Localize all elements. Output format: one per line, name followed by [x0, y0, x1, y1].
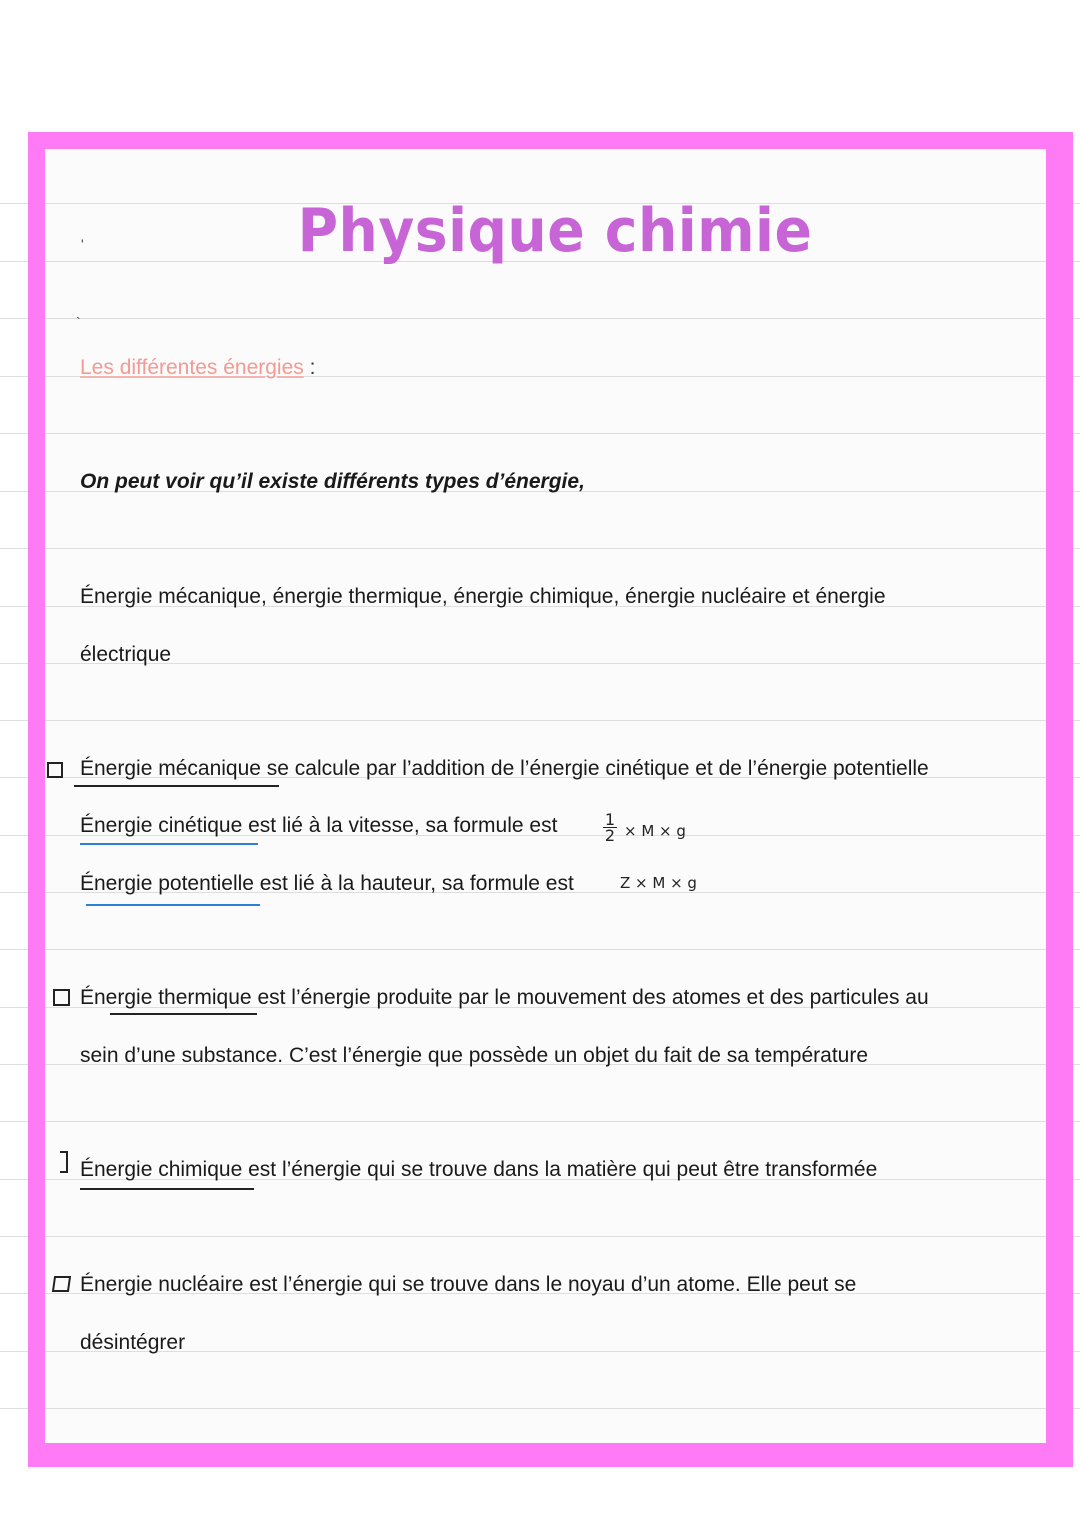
mecanique-underline	[74, 785, 279, 787]
fraction-denominator: 2	[604, 826, 616, 845]
mecanique-term: Énergie mécanique	[80, 757, 261, 780]
thermique-text: est l’énergie produite par le mouvement des atomes et des particules au	[251, 986, 929, 1009]
checkbox-nucleaire[interactable]	[52, 1276, 71, 1292]
cinetique-text: est lié à la vitesse, sa formule est	[242, 814, 558, 837]
potentielle-text: est lié à la hauteur, sa formule est	[253, 872, 574, 895]
subtitle-colon: :	[309, 356, 316, 379]
ruled-line	[0, 433, 1080, 434]
thermique-line-1	[80, 986, 929, 1010]
cinetique-line	[80, 814, 557, 838]
ruled-line	[0, 949, 1080, 950]
pen-mark: `	[76, 314, 81, 330]
cinetique-underline	[80, 843, 258, 845]
ruled-line	[0, 1121, 1080, 1122]
page-title: Physique chimie	[297, 196, 813, 266]
ruled-line	[0, 720, 1080, 721]
potentielle-term: Énergie potentielle	[80, 872, 254, 895]
thermique-term: Énergie thermique	[80, 986, 252, 1009]
page-border-bottom	[28, 1443, 1073, 1467]
thermique-underline	[110, 1013, 257, 1015]
nucleaire-term: Énergie nucléaire	[80, 1273, 244, 1296]
cinetique-term: Énergie cinétique	[80, 814, 243, 837]
note-page	[28, 132, 1073, 1467]
nucleaire-line-2: désintégrer	[80, 1331, 186, 1354]
ruled-line	[0, 1408, 1080, 1409]
pen-mark: '	[81, 236, 84, 252]
fraction-numerator: 1	[604, 810, 616, 829]
potentielle-formula: Z × M × g	[620, 874, 697, 892]
checkbox-chimique[interactable]	[60, 1151, 68, 1173]
ruled-line	[0, 548, 1080, 549]
thermique-line-2: sein d’une substance. C’est l’énergie que possède un objet du fait de sa température	[80, 1044, 869, 1067]
cinetique-formula: × M × g	[624, 822, 686, 840]
mecanique-line	[80, 757, 929, 781]
ruled-line	[0, 318, 1080, 319]
ruled-line	[0, 1236, 1080, 1237]
chimique-text: est l’énergie qui se trouve dans la matière qui peut être transformée	[242, 1158, 878, 1181]
intro-text: On peut voir qu’il existe différents types d’énergie,	[80, 470, 585, 493]
nucleaire-line-1	[80, 1273, 856, 1297]
potentielle-line	[80, 872, 574, 896]
section-subtitle-row	[80, 356, 315, 380]
potentielle-underline	[86, 904, 260, 906]
chimique-term: Énergie chimique	[80, 1158, 243, 1181]
energy-list-line-2: électrique	[80, 643, 172, 666]
chimique-line	[80, 1158, 877, 1182]
page-border-left	[28, 132, 45, 1467]
section-subtitle: Les différentes énergies	[80, 356, 304, 379]
cinetique-fraction	[603, 812, 617, 843]
chimique-underline	[80, 1188, 254, 1190]
energy-list-line-1: Énergie mécanique, énergie thermique, énergie chimique, énergie nucléaire et énergie	[80, 585, 886, 608]
checkbox-thermique[interactable]	[53, 989, 70, 1006]
checkbox-mecanique[interactable]	[47, 762, 63, 778]
mecanique-text: se calcule par l’addition de l’énergie cinétique et de l’énergie potentielle	[260, 757, 929, 780]
nucleaire-text: est l’énergie qui se trouve dans le noyau d’un atome. Elle peut se	[243, 1273, 857, 1296]
page-border-top	[28, 132, 1073, 149]
page-border-right	[1046, 132, 1073, 1454]
